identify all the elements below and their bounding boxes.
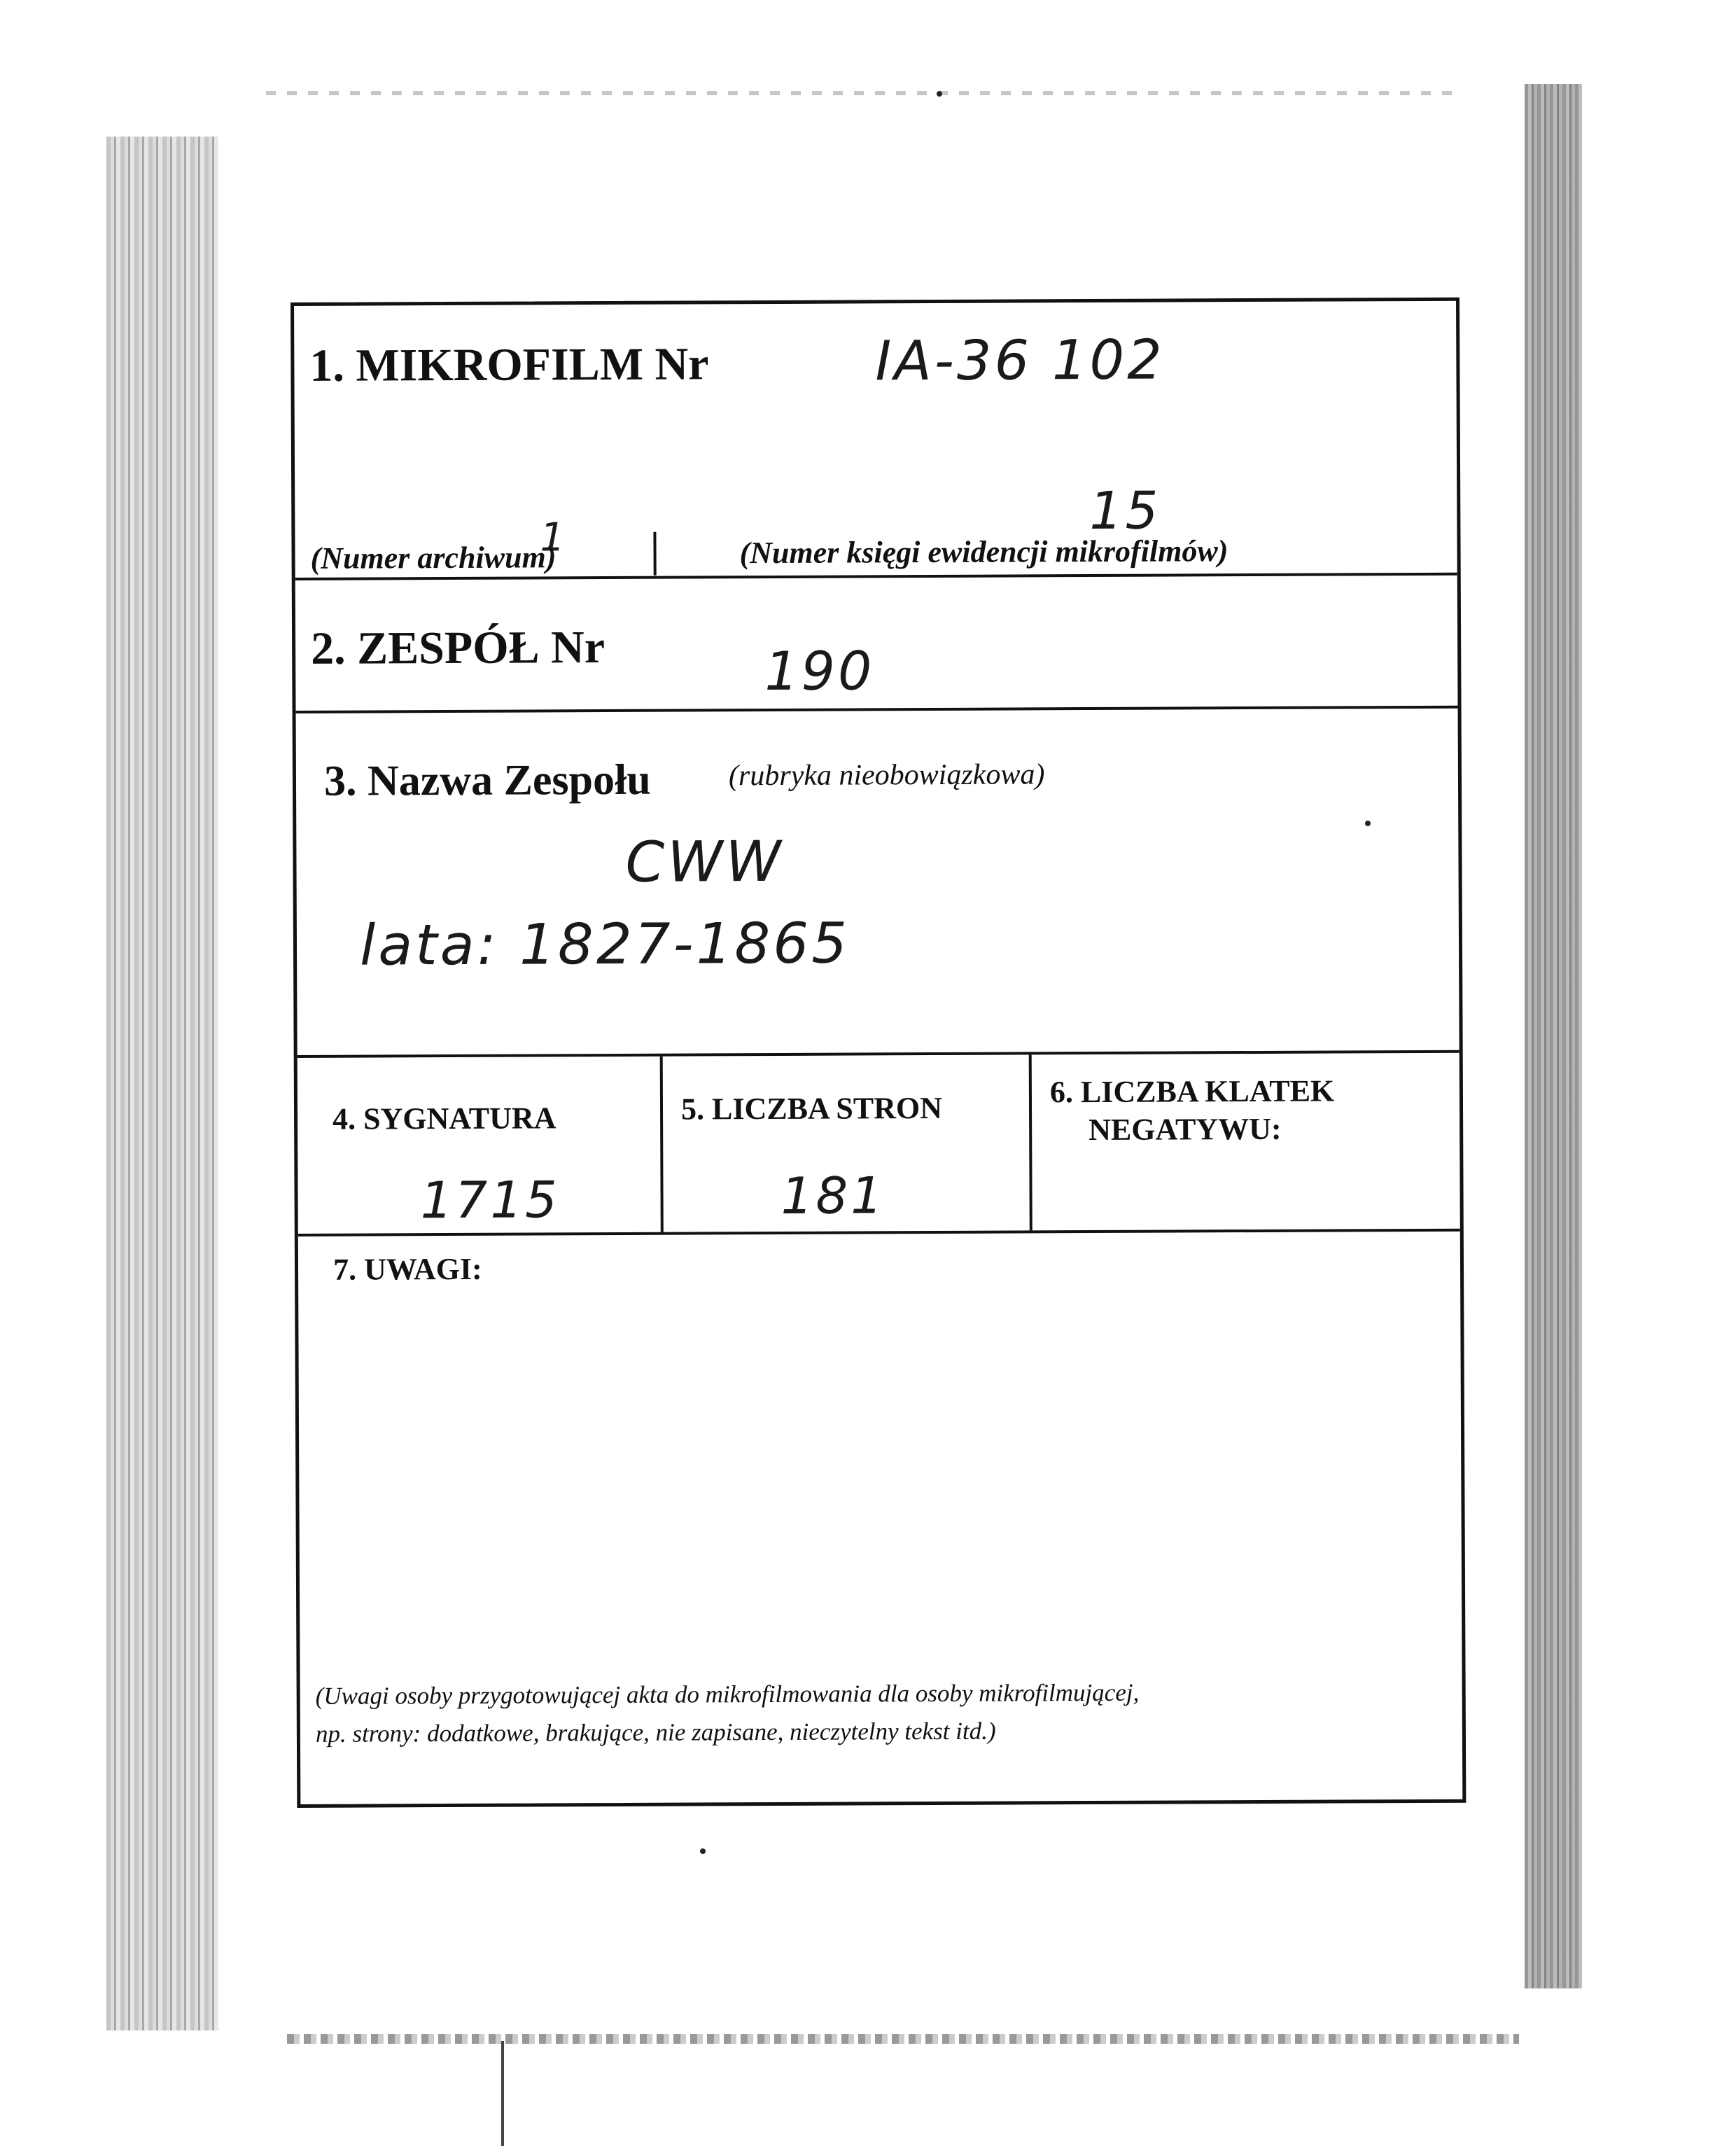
fonds-name-value: CWW — [625, 828, 784, 895]
remarks-label: 7. UWAGI: — [332, 1251, 482, 1287]
field-fonds-number — [295, 576, 1458, 713]
caption-separator — [653, 532, 656, 576]
fields-signature-pages-frames — [298, 1053, 1460, 1236]
fonds-number-label: 2. ZESPÓŁ Nr — [310, 622, 606, 674]
page-count-value: 181 — [780, 1166, 886, 1225]
scan-speck — [937, 91, 942, 97]
field-fonds-name — [296, 709, 1460, 1058]
archive-number-value: 1 — [540, 515, 568, 561]
remarks-instruction-line2: np. strony: dodatkowe, brakujące, nie zapisane, nieczytelny tekst itd.) — [315, 1717, 996, 1748]
page-count-label: 5. LICZBA STRON — [680, 1090, 943, 1127]
microfilm-label: 1. MIKROFILM Nr — [309, 338, 709, 391]
negative-frames-label-line2: NEGATYWU: — [1088, 1111, 1282, 1148]
ledger-number-caption: (Numer księgi ewidencji mikrofilmów) — [739, 534, 1228, 571]
fonds-number-value: 190 — [764, 639, 875, 703]
signature-label: 4. SYGNATURA — [332, 1101, 556, 1136]
negative-frames-label-line1: 6. LICZBA KLATEK — [1049, 1073, 1335, 1110]
column-divider — [1029, 1054, 1032, 1230]
scan-left-edge — [106, 137, 218, 2030]
scan-right-edge — [1525, 84, 1582, 1988]
archive-number-caption: (Numer archiwum) — [310, 540, 556, 576]
signature-value: 1715 — [420, 1170, 561, 1230]
field-remarks — [298, 1232, 1463, 1804]
remarks-instruction-line1: (Uwagi osoby przygotowującej akta do mikrofilmowania dla osoby mikrofilmującej, — [315, 1678, 1140, 1710]
scan-top-edge — [266, 91, 1456, 95]
fonds-name-optional-note: (rubryka nieobowiązkowa) — [728, 758, 1045, 793]
scan-artifact-line — [501, 2041, 504, 2146]
scan-speck — [700, 1848, 706, 1854]
fonds-years-value: lata: 1827-1865 — [359, 910, 850, 978]
microfilm-form — [290, 298, 1466, 1808]
ledger-number-value: 15 — [1089, 480, 1161, 542]
fonds-name-label: 3. Nazwa Zespołu — [323, 755, 651, 805]
scan-bottom-edge — [287, 2034, 1519, 2044]
column-divider — [660, 1057, 664, 1232]
field-microfilm-number — [294, 301, 1457, 580]
microfilm-number-value: IA-36 102 — [875, 328, 1166, 393]
